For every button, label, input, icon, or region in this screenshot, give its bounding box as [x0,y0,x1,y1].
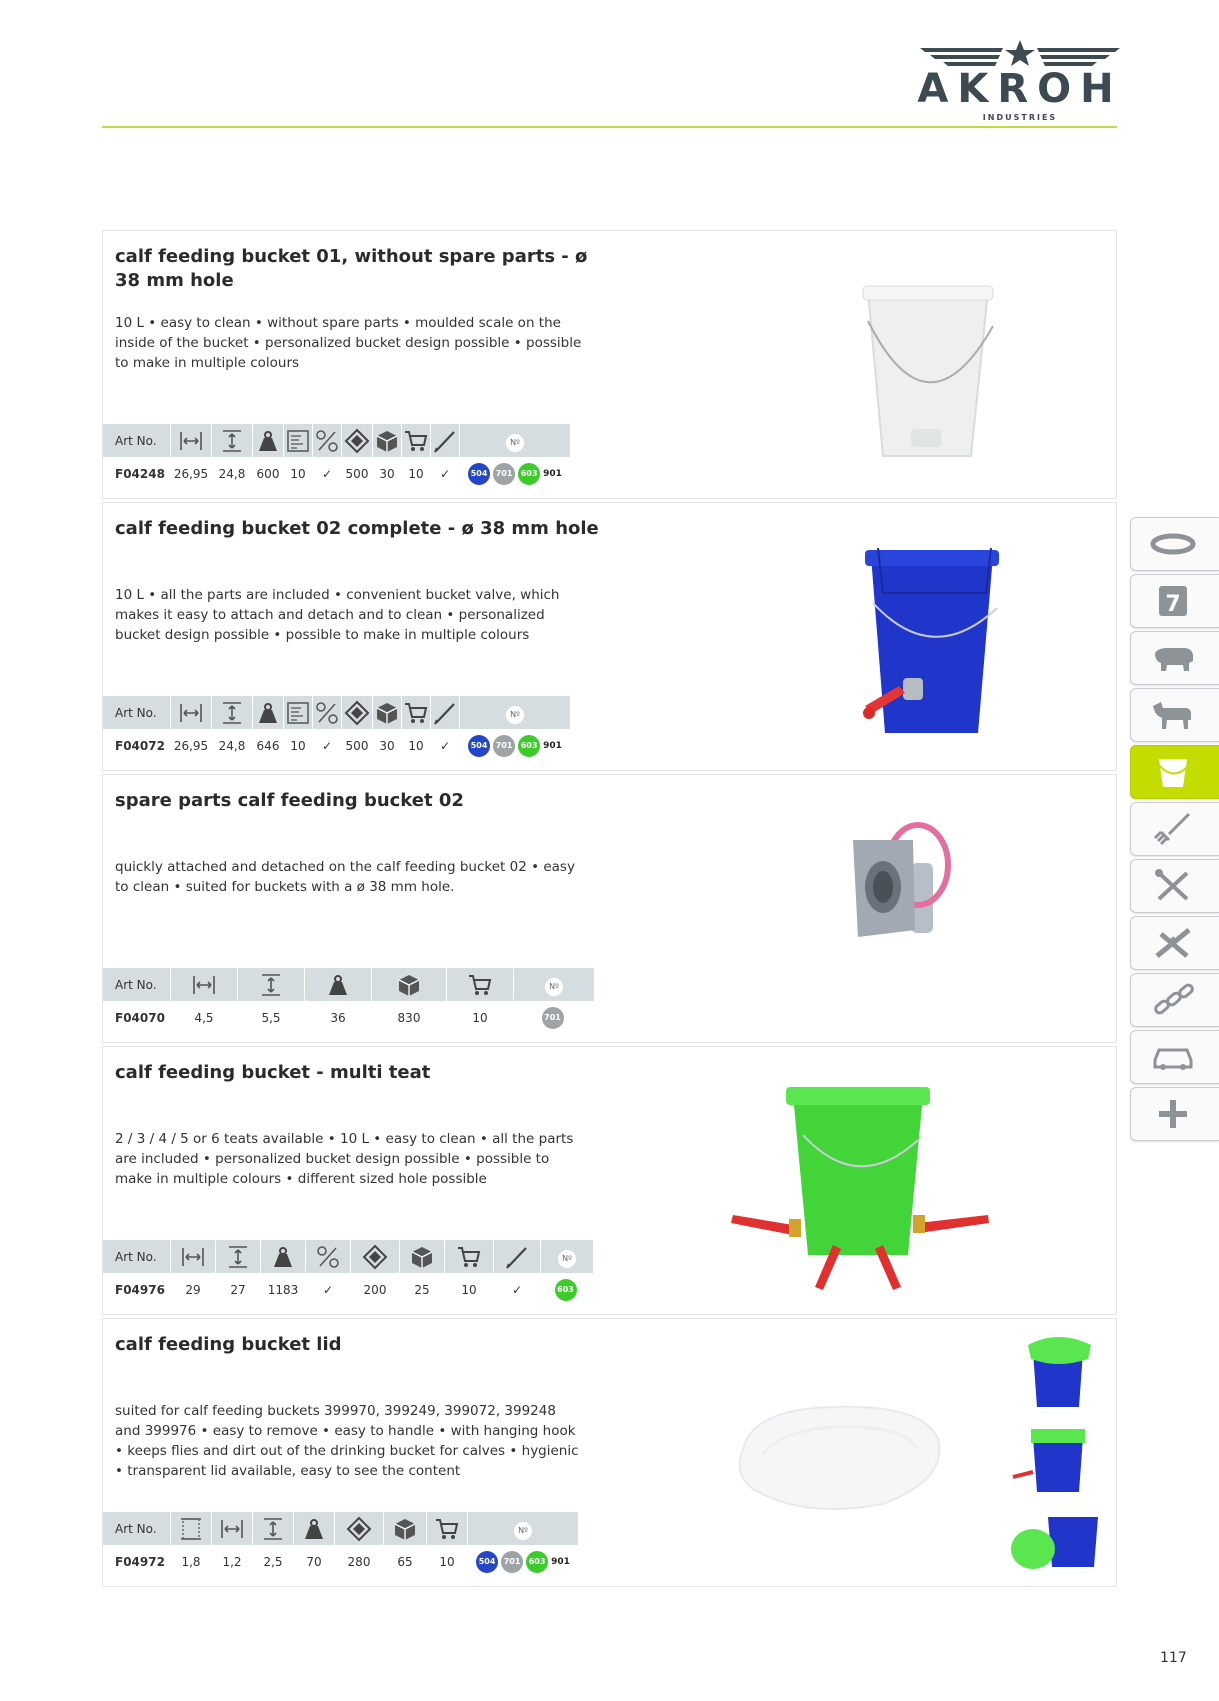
color-dot: 701 [501,1551,523,1573]
weight-icon [255,428,281,454]
product-card [102,774,1117,1043]
product-description: quickly attached and detached on the calf feeding bucket 02 • easy to clean • suited for buckets with a ø 38 mm hole. [115,859,575,895]
spec-table [103,1240,594,1308]
value-pallet: 280 [335,1545,384,1578]
tab-pig[interactable] [1130,631,1219,685]
no-label: Nº [545,978,563,996]
product-card [102,502,1117,771]
value-weight: 600 [253,457,284,490]
percent-icon [314,428,340,454]
product-title: calf feeding bucket 02 complete - ø 38 mm hole [115,518,599,539]
brand-logo [915,38,1125,120]
no-label: Nº [514,1522,532,1540]
value-width: 4,5 [171,1001,238,1034]
tab-calendar[interactable] [1130,574,1219,628]
no-label: Nº [558,1250,576,1268]
box-icon [409,1244,435,1270]
wings-icon [915,38,1125,68]
pitchfork-icon [1149,812,1197,846]
value-cart: 10 [402,729,431,762]
bucket-with-lid-images [1003,1327,1113,1577]
product-description: suited for calf feeding buckets 399970, 399249, 399072, 399248 and 399976 • easy to remove • easy to handle • with hanging hook • keeps flies and dirt out of the drinking bucket for calves • hygienic • transparent lid available, easy to see the content [115,1403,579,1479]
tab-tools[interactable] [1130,859,1219,913]
color-options [514,1001,595,1034]
bucket-icon [1149,755,1197,789]
value-check: ✓ [431,729,460,762]
box-icon [374,428,400,454]
value-width: 29 [171,1273,216,1306]
width-icon [219,1516,245,1542]
value-height: 24,8 [212,729,253,762]
pieces-icon [285,700,311,726]
tab-pitchfork[interactable] [1130,802,1219,856]
value-height: 24,8 [212,457,253,490]
value-pallet: 500 [342,729,373,762]
color-options [468,1545,579,1578]
value-box: 25 [400,1273,445,1306]
no-label: Nº [506,434,524,452]
value-weight: 36 [305,1001,372,1034]
art-no-label: Art No. [103,968,171,1001]
value-pieces: 10 [284,729,313,762]
width-icon [178,700,204,726]
value-cart: 10 [402,457,431,490]
product-description: 10 L • easy to clean • without spare parts • moulded scale on the inside of the bucket • personalized bucket design possible • possible to make in multiple colours [115,315,582,371]
product-card [102,1318,1117,1587]
depth-icon [178,1516,204,1542]
value-box: 65 [384,1545,427,1578]
value-percent: ✓ [313,457,342,490]
color-options [541,1273,594,1306]
box-icon [374,700,400,726]
value-pallet: 500 [342,457,373,490]
color-dot: 504 [476,1551,498,1573]
art-no: F04070 [103,1001,171,1034]
value-depth: 1,8 [171,1545,212,1578]
calendar-7-icon [1149,584,1197,618]
value-weight: 70 [294,1545,335,1578]
color-dot: 603 [526,1551,548,1573]
value-width: 26,95 [171,729,212,762]
color-dot: 701 [493,735,515,757]
car-icon [1149,1040,1197,1074]
check-icon [432,428,458,454]
cart-icon [403,428,429,454]
ring-icon [1149,527,1197,561]
plus-icon [1149,1097,1197,1131]
product-title: spare parts calf feeding bucket 02 [115,790,464,811]
height-icon [260,1516,286,1542]
tab-goat[interactable] [1130,688,1219,742]
width-icon [178,428,204,454]
white-bucket-image [753,251,1043,481]
pallet-icon [362,1244,388,1270]
color-dot: 901 [551,1556,570,1567]
product-card [102,1046,1117,1315]
weight-icon [255,700,281,726]
value-box: 30 [373,729,402,762]
weight-icon [301,1516,327,1542]
product-description: 10 L • all the parts are included • convenient bucket valve, which makes it easy to attach and detach and to clean • personalized bucket design possible • possible to make in multiple colours [115,587,560,643]
pig-icon [1149,641,1197,675]
color-dot: 504 [468,735,490,757]
value-pallet: 200 [351,1273,400,1306]
svg-text:7: 7 [1165,592,1181,617]
tab-fence-tools[interactable] [1130,916,1219,970]
tab-ring[interactable] [1130,517,1219,571]
color-dot: 901 [543,740,562,751]
art-no: F04248 [103,457,171,490]
value-height: 5,5 [238,1001,305,1034]
color-dot: 701 [493,463,515,485]
valve-part-image [803,815,1003,975]
height-icon [225,1244,251,1270]
art-no-label: Art No. [103,424,171,457]
box-icon [392,1516,418,1542]
spec-table [103,424,571,492]
spec-table [103,1512,579,1580]
tab-bucket[interactable] [1130,745,1219,799]
check-icon [432,700,458,726]
blue-bucket-image [753,518,1043,758]
art-no: F04972 [103,1545,171,1578]
value-cart: 10 [445,1273,494,1306]
pallet-icon [344,428,370,454]
product-description: 2 / 3 / 4 / 5 or 6 teats available • 10 L • easy to clean • all the parts are included • personalized bucket design possible • possible to make in multiple colours • different sized hole possible [115,1131,574,1187]
value-weight: 646 [253,729,284,762]
no-label: Nº [506,706,524,724]
value-check: ✓ [431,457,460,490]
pieces-icon [285,428,311,454]
cart-icon [434,1516,460,1542]
height-icon [219,428,245,454]
brand-name: AKROH [917,66,1123,112]
green-multi-teat-bucket-image [723,1065,1043,1295]
width-icon [180,1244,206,1270]
tab-chain[interactable] [1130,973,1219,1027]
spec-table [103,696,571,764]
color-options [460,729,571,762]
category-tabs [1130,517,1219,1144]
page-number: 117 [1160,1650,1187,1666]
art-no-label: Art No. [103,696,171,729]
color-dot: 901 [543,468,562,479]
value-cart: 10 [447,1001,514,1034]
weight-icon [270,1244,296,1270]
product-card [102,230,1117,499]
product-title: calf feeding bucket 01, without spare parts - ø 38 mm hole [115,246,588,291]
check-icon [504,1244,530,1270]
goat-icon [1149,698,1197,732]
box-icon [396,972,422,998]
value-width: 1,2 [212,1545,253,1578]
cart-icon [467,972,493,998]
pallet-icon [344,700,370,726]
chain-icon [1149,983,1197,1017]
value-check: ✓ [494,1273,541,1306]
color-dot: 603 [518,463,540,485]
color-dot: 701 [542,1007,564,1029]
transparent-lid-image [723,1389,973,1529]
cart-icon [456,1244,482,1270]
value-box: 30 [373,457,402,490]
color-dot: 603 [518,735,540,757]
header-divider [102,126,1117,128]
spec-table [103,968,595,1036]
percent-icon [314,700,340,726]
brand-sub: INDUSTRIES [982,113,1058,122]
art-no-label: Art No. [103,1512,171,1545]
art-no-label: Art No. [103,1240,171,1273]
value-pieces: 10 [284,457,313,490]
value-percent: ✓ [306,1273,351,1306]
value-height: 27 [216,1273,261,1306]
value-weight: 1183 [261,1273,306,1306]
fence-tools-icon [1149,926,1197,960]
color-dot: 603 [555,1279,577,1301]
value-box: 830 [372,1001,447,1034]
product-title: calf feeding bucket lid [115,1334,342,1355]
percent-icon [315,1244,341,1270]
value-percent: ✓ [313,729,342,762]
tab-car[interactable] [1130,1030,1219,1084]
color-dot: 504 [468,463,490,485]
value-height: 2,5 [253,1545,294,1578]
cart-icon [403,700,429,726]
art-no: F04976 [103,1273,171,1306]
height-icon [219,700,245,726]
weight-icon [325,972,351,998]
tab-plus[interactable] [1130,1087,1219,1141]
color-options [460,457,571,490]
height-icon [258,972,284,998]
product-title: calf feeding bucket - multi teat [115,1062,431,1083]
pallet-icon [346,1516,372,1542]
art-no: F04072 [103,729,171,762]
width-icon [191,972,217,998]
tools-icon [1149,869,1197,903]
value-cart: 10 [427,1545,468,1578]
value-width: 26,95 [171,457,212,490]
